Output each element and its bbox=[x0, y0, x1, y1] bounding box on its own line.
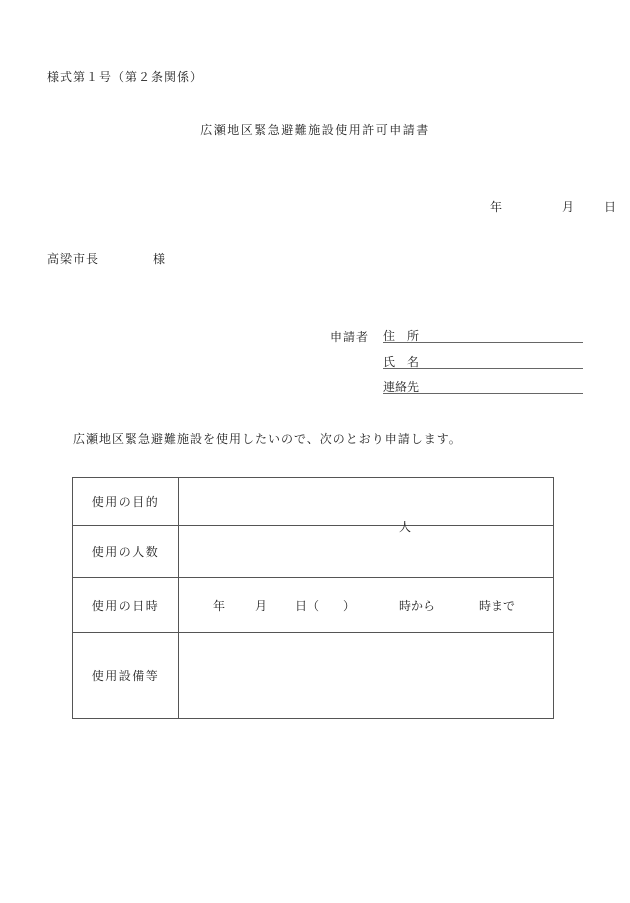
datetime-value-cell[interactable] bbox=[179, 578, 554, 633]
people-unit: 人 bbox=[399, 520, 412, 534]
table-row-purpose bbox=[73, 478, 554, 526]
name-label: 氏 名 bbox=[383, 355, 420, 369]
equipment-value-cell[interactable] bbox=[179, 633, 554, 719]
datetime-to: 時まで bbox=[479, 599, 516, 613]
table-row-equipment bbox=[73, 633, 554, 719]
name-field[interactable] bbox=[383, 353, 583, 369]
table-row-people bbox=[73, 526, 554, 578]
table-row-datetime bbox=[73, 578, 554, 633]
equipment-label: 使用設備等 bbox=[73, 633, 179, 719]
purpose-label: 使用の目的 bbox=[73, 478, 179, 526]
address-label: 住 所 bbox=[383, 329, 420, 343]
form-number: 様式第１号（第２条関係） bbox=[47, 70, 204, 84]
date-line bbox=[490, 198, 616, 215]
datetime-label: 使用の日時 bbox=[73, 578, 179, 633]
application-statement: 広瀬地区緊急避難施設を使用したいので、次のとおり申請します。 bbox=[73, 432, 462, 446]
datetime-year: 年 bbox=[213, 599, 226, 613]
contact-label: 連絡先 bbox=[383, 380, 420, 394]
datetime-weekday-close: ） bbox=[343, 599, 356, 613]
applicant-label: 申請者 bbox=[330, 330, 370, 344]
addressee bbox=[47, 250, 166, 267]
document-title: 広瀬地区緊急避難施設使用許可申請書 bbox=[200, 123, 430, 137]
contact-field[interactable] bbox=[383, 378, 583, 394]
datetime-day: 日（ bbox=[295, 599, 320, 613]
usage-table bbox=[72, 477, 554, 719]
date-month-label: 月 bbox=[562, 200, 575, 214]
people-value-cell[interactable] bbox=[179, 520, 554, 578]
date-year-label: 年 bbox=[490, 200, 503, 214]
address-field[interactable] bbox=[383, 327, 583, 343]
date-day-label: 日 bbox=[604, 200, 617, 214]
addressee-name: 高梁市長 bbox=[47, 252, 100, 266]
datetime-from: 時から bbox=[399, 599, 436, 613]
purpose-value-cell[interactable] bbox=[179, 478, 554, 526]
people-label: 使用の人数 bbox=[73, 526, 179, 578]
datetime-month: 月 bbox=[255, 599, 268, 613]
addressee-honorific: 様 bbox=[153, 252, 167, 266]
